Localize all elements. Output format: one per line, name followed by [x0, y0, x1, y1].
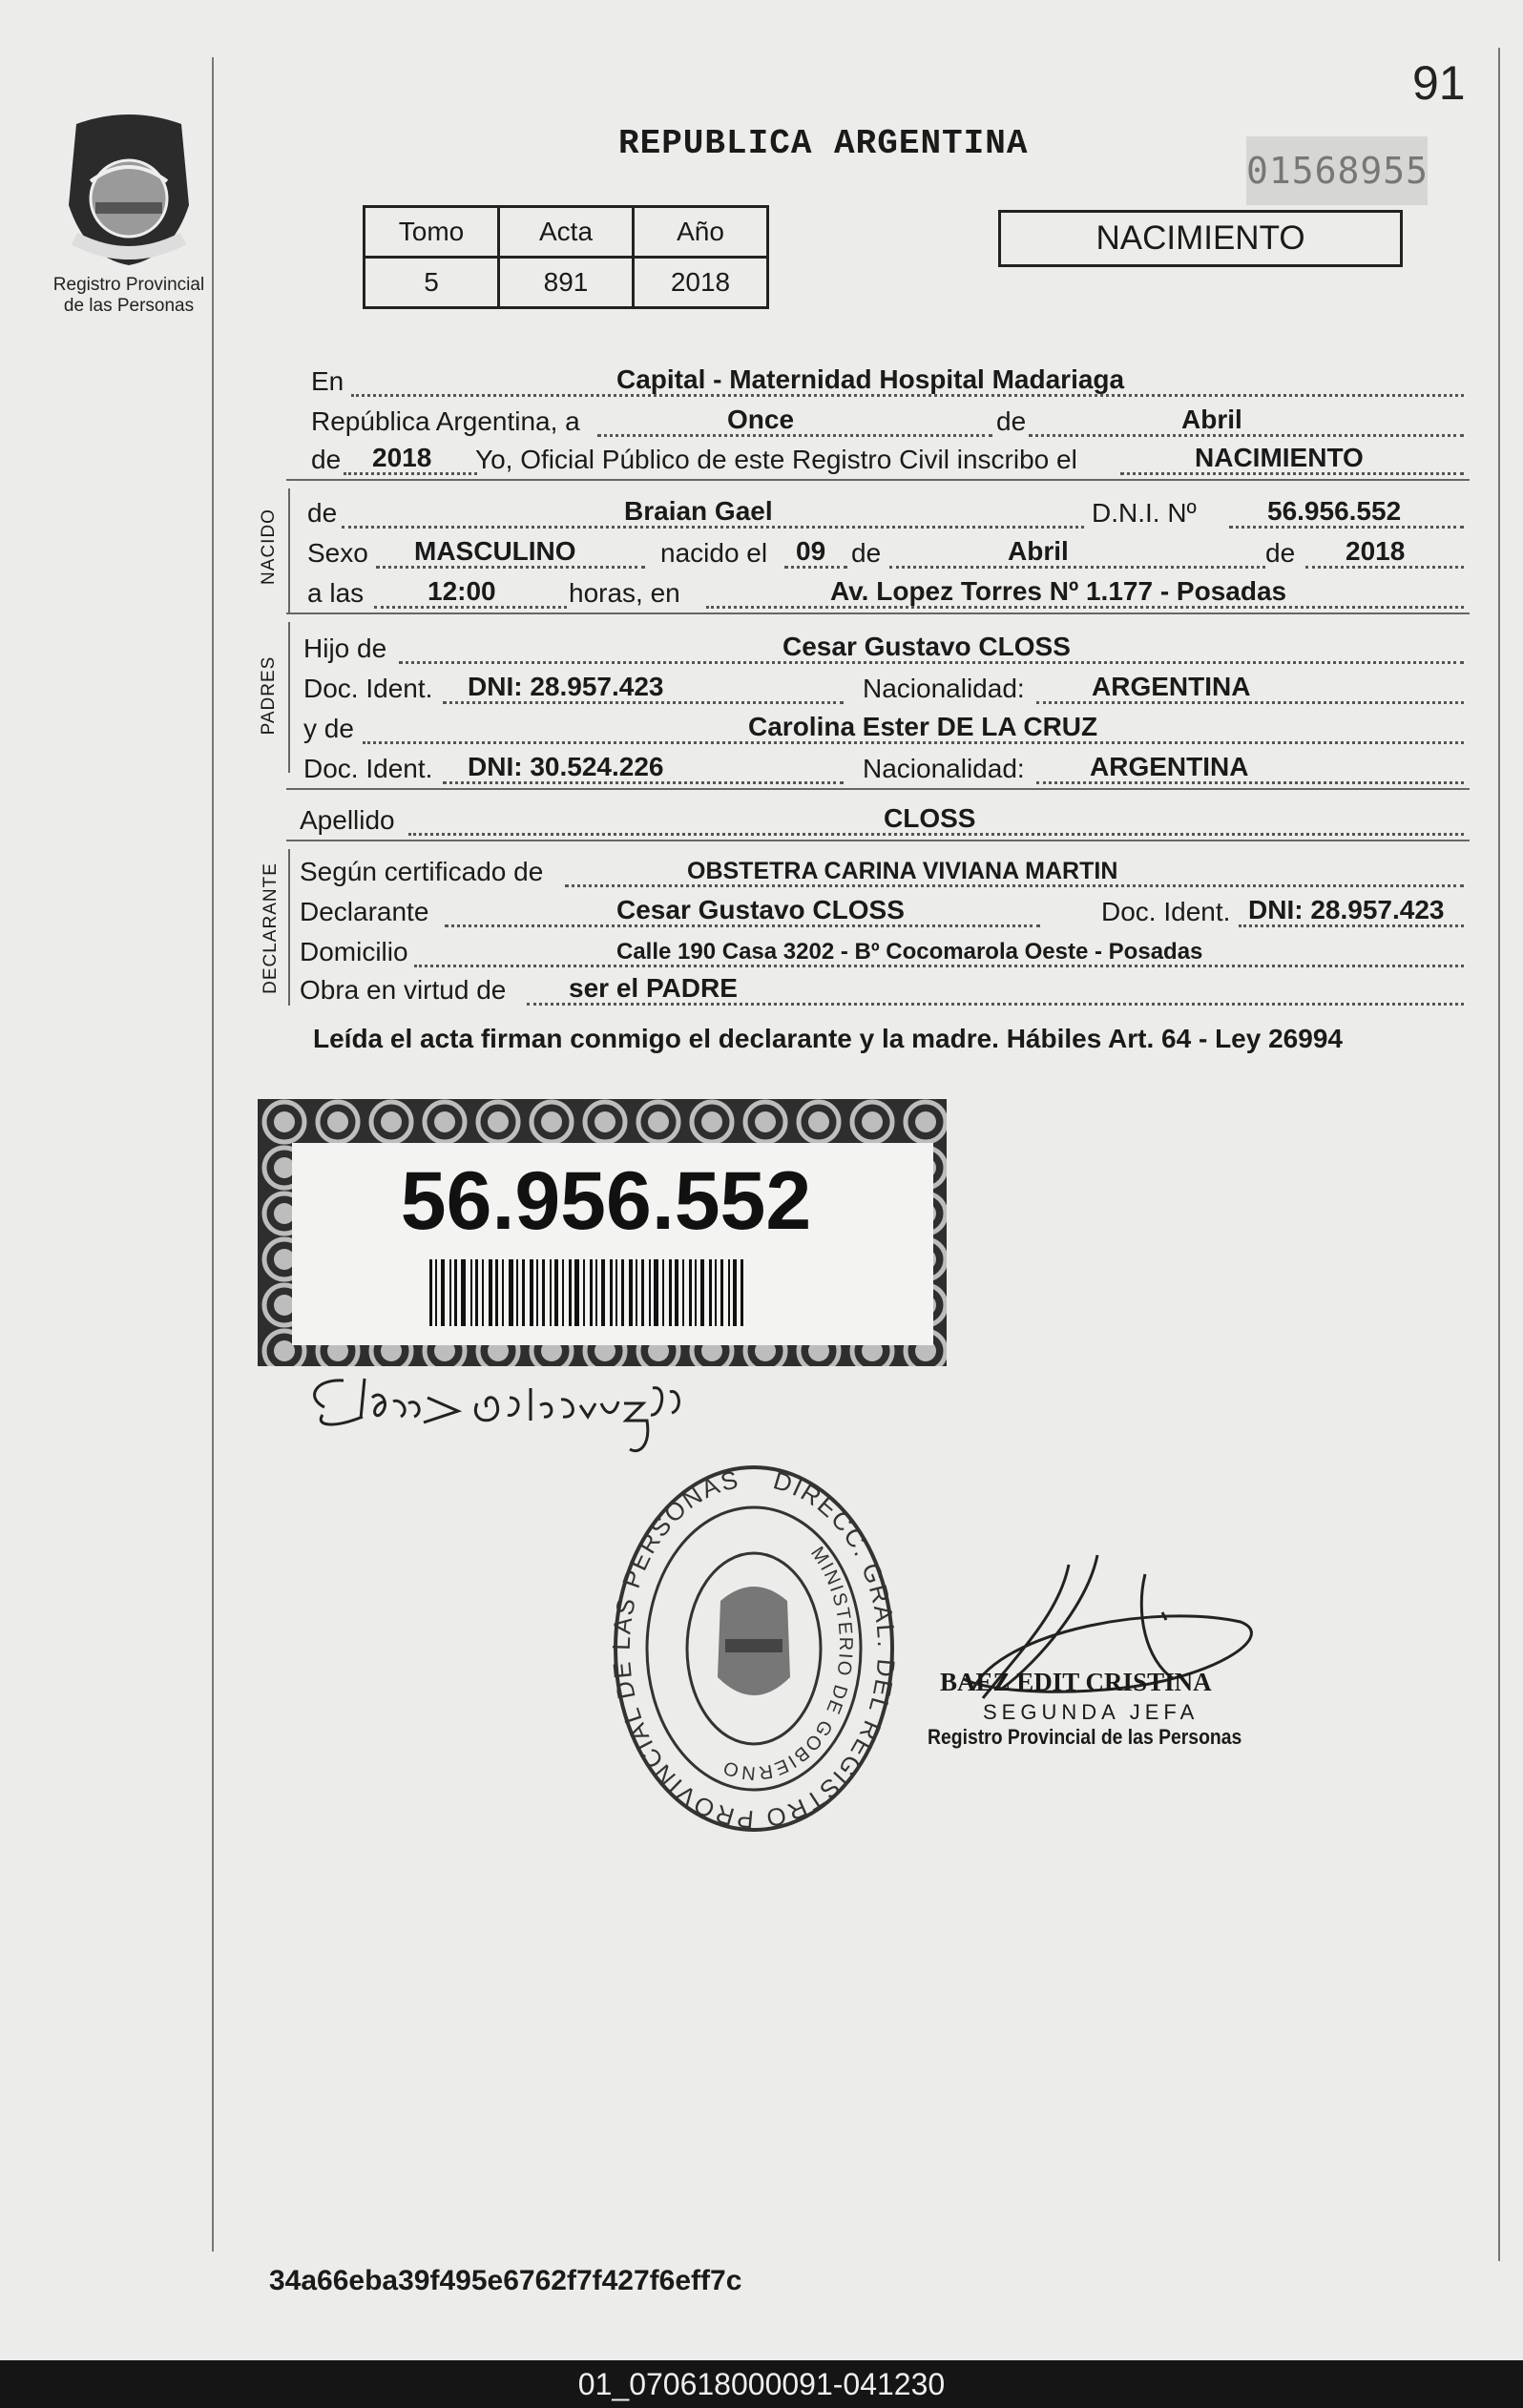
row-de-anio: [307, 437, 1464, 479]
header-acta: Acta: [499, 207, 634, 258]
value-padre-doc: DNI: 28.957.423: [468, 672, 664, 701]
header-anio: Año: [634, 207, 768, 258]
row-nombre: [307, 490, 1464, 532]
declarant-signature: [305, 1360, 725, 1469]
value-madre-doc: DNI: 30.524.226: [468, 752, 664, 781]
value-apellido: CLOSS: [884, 803, 976, 833]
value-domicilio: Calle 190 Casa 3202 - Bº Cocomarola Oeste - Posadas: [616, 939, 1203, 965]
value-dni: 56.956.552: [1267, 496, 1402, 526]
province-logo: [57, 114, 200, 272]
value-padre-nac: ARGENTINA: [1092, 672, 1251, 701]
row-apellido: [300, 798, 1464, 840]
label-hijo-de: Hijo de: [303, 633, 387, 663]
label-a-las: a las: [307, 578, 365, 608]
row-obra: [300, 967, 1464, 1009]
value-lugar-nac: Av. Lopez Torres Nº 1.177 - Posadas: [830, 576, 1287, 606]
act-type-box: NACIMIENTO: [998, 210, 1403, 267]
closing-text: Leída el acta firman conmigo el declarante y la madre. Hábiles Art. 64 - Ley 26994: [313, 1024, 1343, 1053]
row-domicilio: [300, 929, 1464, 971]
row-madre: [303, 706, 1464, 748]
label-domicilio: Domicilio: [300, 937, 408, 966]
svg-text:MINISTERIO DE GOBIERNO: MINISTERIO DE GOBIERNO: [719, 1543, 856, 1784]
section-label-padres: PADRES: [259, 655, 279, 736]
page-number: 91: [1412, 56, 1466, 110]
section-label-nacido: NACIDO: [259, 509, 279, 585]
label-padre-nac: Nacionalidad:: [863, 674, 1025, 703]
bracket-declarante: [288, 849, 290, 1006]
section-label-declarante: DECLARANTE: [261, 862, 281, 994]
dni-sticker: [258, 1099, 947, 1366]
label-republica: República Argentina, a: [311, 406, 580, 436]
label-obra: Obra en virtud de: [300, 975, 507, 1005]
value-mes-nac: Abril: [1008, 536, 1069, 566]
label-nacido-el: nacido el: [660, 538, 768, 568]
label-certificado: Según certificado de: [300, 857, 544, 886]
value-madre: Carolina Ester DE LA CRUZ: [748, 712, 1098, 741]
value-obra: ser el PADRE: [569, 973, 738, 1003]
bracket-nacido: [288, 488, 290, 612]
label-de-mes: de: [851, 538, 882, 568]
value-anio: 2018: [634, 258, 768, 308]
value-madre-nac: ARGENTINA: [1090, 752, 1249, 781]
bracket-padres: [288, 622, 290, 773]
label-de: de: [996, 406, 1027, 436]
logo-caption: [38, 275, 219, 317]
footer-filename: 01_070618000091-041230: [0, 2360, 1523, 2408]
label-de2: de: [311, 445, 342, 474]
logo-caption-line1: Registro Provincial: [52, 275, 205, 295]
row-madre-doc: [303, 746, 1464, 788]
label-apellido: Apellido: [300, 805, 395, 835]
official-role: SEGUNDA JEFA: [983, 1700, 1200, 1724]
value-padre: Cesar Gustavo CLOSS: [782, 632, 1071, 661]
label-dni: D.N.I. Nº: [1092, 498, 1197, 528]
row-declarante: [300, 889, 1464, 931]
label-horas-en: horas, en: [569, 578, 680, 608]
value-dia-nac: 09: [796, 536, 826, 566]
value-certificado: OBSTETRA CARINA VIVIANA MARTIN: [687, 858, 1118, 884]
header-tomo: Tomo: [365, 207, 499, 258]
divider: [286, 612, 1470, 614]
label-padre-doc: Doc. Ident.: [303, 674, 433, 703]
divider: [286, 788, 1470, 790]
row-padre: [303, 626, 1464, 668]
label-de-nombre: de: [307, 498, 338, 528]
label-madre-nac: Nacionalidad:: [863, 754, 1025, 783]
value-mes: Abril: [1181, 405, 1242, 434]
value-tomo: 5: [365, 258, 499, 308]
label-y-de: y de: [303, 714, 354, 743]
label-yo: Yo, Oficial Público de este Registro Civil inscribo el: [475, 445, 1077, 474]
official-seal: [611, 1458, 897, 1844]
official-org: Registro Provincial de las Personas: [928, 1725, 1242, 1749]
value-nombre: Braian Gael: [624, 496, 773, 526]
row-certificado: [300, 849, 1464, 891]
value-acta: 891: [499, 258, 634, 308]
label-de-anio: de: [1265, 538, 1296, 568]
left-margin-line: [212, 57, 214, 2252]
svg-text:56.956.552: 56.956.552: [400, 1155, 812, 1247]
svg-text:DIRECC. GRAL. DEL REGISTRO PRO: DIRECC. GRA EL REGISTRO PROVINCIAL D S PERSONAS: [611, 1464, 897, 1835]
row-sexo: [307, 530, 1464, 572]
document-title: REPUBLICA ARGENTINA: [618, 124, 1029, 163]
right-margin-line: [1498, 48, 1500, 2261]
label-declarante: Declarante: [300, 897, 429, 926]
divider: [286, 840, 1470, 841]
logo-caption-line2: de las Personas: [63, 296, 195, 316]
divider: [286, 479, 1470, 481]
value-sexo: MASCULINO: [414, 536, 576, 566]
label-sexo: Sexo: [307, 538, 368, 568]
row-en: [307, 359, 1464, 401]
value-anio: 2018: [372, 443, 432, 472]
value-lugar: Capital - Maternidad Hospital Madariaga: [616, 364, 1125, 394]
serial-number: 01568955: [1246, 136, 1428, 205]
value-tipo: NACIMIENTO: [1195, 443, 1364, 472]
value-hora: 12:00: [428, 576, 496, 606]
label-en: En: [311, 366, 344, 396]
official-name: BAEZ EDIT CRISTINA: [940, 1668, 1212, 1696]
row-padre-doc: [303, 666, 1464, 708]
label-decl-doc: Doc. Ident.: [1101, 897, 1231, 926]
record-table: [363, 205, 769, 309]
value-decl-doc: DNI: 28.957.423: [1248, 895, 1445, 924]
label-madre-doc: Doc. Ident.: [303, 754, 433, 783]
row-hora: [307, 571, 1464, 612]
value-dia: Once: [727, 405, 795, 434]
value-declarante: Cesar Gustavo CLOSS: [616, 895, 905, 924]
document-hash: 34a66eba39f495e6762f7f427f6eff7c: [269, 2265, 742, 2296]
value-anio-nac: 2018: [1346, 536, 1406, 566]
row-republica: [307, 399, 1464, 441]
